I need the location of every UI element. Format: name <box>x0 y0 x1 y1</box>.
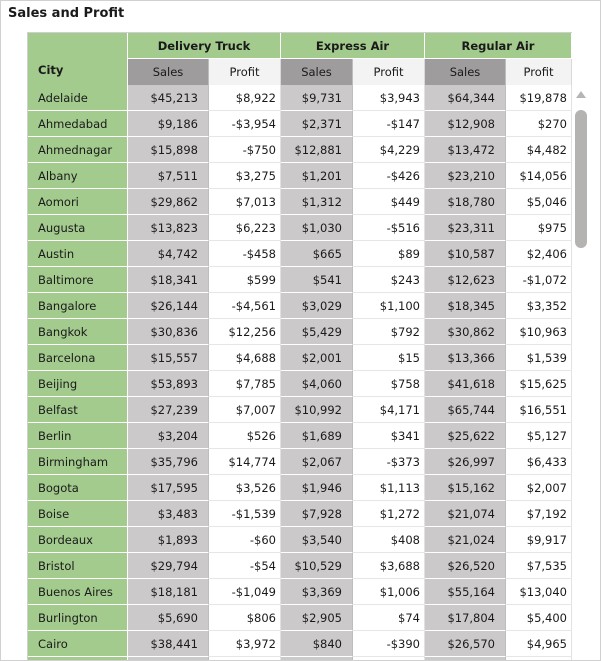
sales-express-air-cell[interactable]: $3,029 <box>281 293 353 319</box>
profit-delivery-truck-cell[interactable]: $599 <box>209 267 281 293</box>
profit-regular-air-cell[interactable]: $2,007 <box>506 475 572 501</box>
city-cell[interactable]: Bordeaux <box>28 527 128 553</box>
sales-express-air-cell[interactable]: $1,030 <box>281 215 353 241</box>
sales-regular-air-cell[interactable]: $25,622 <box>425 423 506 449</box>
city-cell[interactable]: Aomori <box>28 189 128 215</box>
profit-regular-air-cell[interactable] <box>506 657 572 661</box>
table-row <box>28 267 572 293</box>
profit-express-air-cell[interactable]: $4,229 <box>353 137 425 163</box>
profit-regular-air-cell[interactable]: $19,878 <box>506 85 572 111</box>
pivot-table <box>27 32 572 661</box>
profit-regular-air-cell[interactable]: $3,352 <box>506 293 572 319</box>
table-row <box>28 605 572 631</box>
profit-express-air-cell[interactable]: -$390 <box>353 631 425 657</box>
city-cell[interactable]: Ahmednagar <box>28 137 128 163</box>
group-header-regular-air[interactable]: Regular Air <box>425 33 572 59</box>
sales-regular-air-cell[interactable]: $15,162 <box>425 475 506 501</box>
city-cell[interactable]: Bangalore <box>28 293 128 319</box>
city-cell[interactable]: Bogota <box>28 475 128 501</box>
sales-regular-air-cell[interactable]: $10,587 <box>425 241 506 267</box>
profit-delivery-truck-cell[interactable]: $3,526 <box>209 475 281 501</box>
sales-express-air-cell[interactable]: $4,060 <box>281 371 353 397</box>
profit-regular-air-cell[interactable]: $14,056 <box>506 163 572 189</box>
city-cell[interactable]: Burlington <box>28 605 128 631</box>
triangle-up-icon[interactable] <box>576 91 586 98</box>
sales-regular-air-cell[interactable]: $26,997 <box>425 449 506 475</box>
table-row <box>28 475 572 501</box>
city-cell[interactable]: Beijing <box>28 371 128 397</box>
profit-regular-air-cell[interactable]: $270 <box>506 111 572 137</box>
group-header-express-air[interactable]: Express Air <box>281 33 425 59</box>
table-row <box>28 631 572 657</box>
sales-express-air-cell[interactable]: $840 <box>281 631 353 657</box>
profit-regular-air-cell[interactable]: $15,625 <box>506 371 572 397</box>
city-cell[interactable]: Baltimore <box>28 267 128 293</box>
city-cell[interactable]: Berlin <box>28 423 128 449</box>
sales-express-air-cell[interactable]: $3,540 <box>281 527 353 553</box>
sales-express-air-cell[interactable]: $2,067 <box>281 449 353 475</box>
profit-delivery-truck-cell[interactable]: -$1,539 <box>209 501 281 527</box>
group-header-delivery-truck[interactable]: Delivery Truck <box>128 33 281 59</box>
table-row <box>28 423 572 449</box>
profit-delivery-truck-cell[interactable]: $7,013 <box>209 189 281 215</box>
sales-regular-air-cell[interactable]: $41,618 <box>425 371 506 397</box>
city-cell[interactable]: Boise <box>28 501 128 527</box>
sales-express-air-cell[interactable]: $7,928 <box>281 501 353 527</box>
sales-regular-air-cell[interactable]: $21,024 <box>425 527 506 553</box>
profit-delivery-truck-cell[interactable]: $8,922 <box>209 85 281 111</box>
profit-regular-air-cell[interactable]: $5,400 <box>506 605 572 631</box>
table-row <box>28 163 572 189</box>
sales-express-air-cell[interactable]: $541 <box>281 267 353 293</box>
sales-express-air-cell[interactable]: $1,312 <box>281 189 353 215</box>
sales-express-air-cell[interactable]: $3,369 <box>281 579 353 605</box>
sales-delivery-truck-cell[interactable]: $4,742 <box>128 241 209 267</box>
profit-regular-air-cell[interactable]: $9,917 <box>506 527 572 553</box>
city-cell[interactable]: Adelaide <box>28 85 128 111</box>
profit-header-express-air[interactable]: Profit <box>353 59 425 85</box>
profit-regular-air-cell[interactable]: $7,535 <box>506 553 572 579</box>
profit-regular-air-cell[interactable]: $16,551 <box>506 397 572 423</box>
profit-delivery-truck-cell[interactable]: $3,275 <box>209 163 281 189</box>
profit-regular-air-cell[interactable]: $6,433 <box>506 449 572 475</box>
profit-delivery-truck-cell[interactable]: -$54 <box>209 553 281 579</box>
measure-header-row <box>28 59 572 85</box>
sales-regular-air-cell[interactable]: $18,780 <box>425 189 506 215</box>
sales-delivery-truck-cell[interactable]: $30,836 <box>128 319 209 345</box>
profit-delivery-truck-cell[interactable]: $14,774 <box>209 449 281 475</box>
sales-express-air-cell[interactable]: $12,881 <box>281 137 353 163</box>
profit-delivery-truck-cell[interactable]: $526 <box>209 423 281 449</box>
profit-delivery-truck-cell[interactable]: -$60 <box>209 527 281 553</box>
sales-header-regular-air[interactable]: Sales <box>425 59 506 85</box>
sales-regular-air-cell[interactable]: $23,311 <box>425 215 506 241</box>
city-cell[interactable]: Cairo <box>28 631 128 657</box>
profit-express-air-cell[interactable]: $3,943 <box>353 85 425 111</box>
vertical-scrollbar[interactable] <box>573 88 589 661</box>
table-row <box>28 137 572 163</box>
sales-delivery-truck-cell[interactable]: $45,213 <box>128 85 209 111</box>
city-cell[interactable]: Buenos Aires <box>28 579 128 605</box>
sales-delivery-truck-cell[interactable]: $3,204 <box>128 423 209 449</box>
table-row <box>28 371 572 397</box>
sales-header-express-air[interactable]: Sales <box>281 59 353 85</box>
table-row <box>28 189 572 215</box>
profit-regular-air-cell[interactable]: $975 <box>506 215 572 241</box>
table-row <box>28 319 572 345</box>
profit-regular-air-cell[interactable]: $1,539 <box>506 345 572 371</box>
report-title: Sales and Profit <box>8 6 125 21</box>
city-cell[interactable]: Albany <box>28 163 128 189</box>
profit-delivery-truck-cell[interactable]: $6,223 <box>209 215 281 241</box>
profit-express-air-cell[interactable]: $792 <box>353 319 425 345</box>
table-row <box>28 501 572 527</box>
city-column-header[interactable]: City <box>28 55 128 85</box>
table-row <box>28 215 572 241</box>
table-row <box>28 345 572 371</box>
profit-express-air-cell[interactable]: -$373 <box>353 449 425 475</box>
sales-delivery-truck-cell[interactable]: $26,144 <box>128 293 209 319</box>
sales-express-air-cell[interactable]: $5,429 <box>281 319 353 345</box>
sales-regular-air-cell[interactable]: $12,908 <box>425 111 506 137</box>
profit-express-air-cell[interactable]: $89 <box>353 241 425 267</box>
city-cell[interactable]: Bangkok <box>28 319 128 345</box>
table-row <box>28 449 572 475</box>
sales-delivery-truck-cell[interactable]: $9,186 <box>128 111 209 137</box>
sales-express-air-cell[interactable]: $2,905 <box>281 605 353 631</box>
sales-express-air-cell[interactable]: $1,201 <box>281 163 353 189</box>
profit-express-air-cell[interactable]: $243 <box>353 267 425 293</box>
profit-express-air-cell[interactable]: -$426 <box>353 163 425 189</box>
sales-delivery-truck-cell[interactable]: $18,181 <box>128 579 209 605</box>
profit-regular-air-cell[interactable]: $13,040 <box>506 579 572 605</box>
profit-regular-air-cell[interactable]: $4,482 <box>506 137 572 163</box>
profit-express-air-cell[interactable] <box>353 657 425 661</box>
table-row <box>28 553 572 579</box>
sales-delivery-truck-cell[interactable]: $15,898 <box>128 137 209 163</box>
city-cell[interactable]: Ahmedabad <box>28 111 128 137</box>
scrollbar-thumb[interactable] <box>575 110 587 248</box>
profit-regular-air-cell[interactable]: $2,406 <box>506 241 572 267</box>
sales-express-air-cell[interactable]: $1,689 <box>281 423 353 449</box>
sales-express-air-cell[interactable]: $10,529 <box>281 553 353 579</box>
sales-delivery-truck-cell[interactable]: $53,893 <box>128 371 209 397</box>
sales-regular-air-cell[interactable]: $12,623 <box>425 267 506 293</box>
profit-express-air-cell[interactable]: -$147 <box>353 111 425 137</box>
sales-express-air-cell[interactable]: $665 <box>281 241 353 267</box>
sales-delivery-truck-cell[interactable]: $15,557 <box>128 345 209 371</box>
table-row <box>28 111 572 137</box>
profit-delivery-truck-cell[interactable] <box>209 657 281 661</box>
profit-regular-air-cell[interactable]: $4,965 <box>506 631 572 657</box>
profit-express-air-cell[interactable]: $1,272 <box>353 501 425 527</box>
sales-regular-air-cell[interactable]: $64,344 <box>425 85 506 111</box>
profit-delivery-truck-cell[interactable]: -$4,561 <box>209 293 281 319</box>
sales-delivery-truck-cell[interactable]: $38,441 <box>128 631 209 657</box>
profit-delivery-truck-cell[interactable]: -$458 <box>209 241 281 267</box>
profit-express-air-cell[interactable]: $74 <box>353 605 425 631</box>
sales-delivery-truck-cell[interactable]: $3,483 <box>128 501 209 527</box>
sales-express-air-cell[interactable] <box>281 657 353 661</box>
table-row <box>28 527 572 553</box>
profit-express-air-cell[interactable]: $1,100 <box>353 293 425 319</box>
profit-regular-air-cell[interactable]: $5,046 <box>506 189 572 215</box>
profit-delivery-truck-cell[interactable]: -$1,049 <box>209 579 281 605</box>
profit-regular-air-cell[interactable]: $5,127 <box>506 423 572 449</box>
sales-delivery-truck-cell[interactable]: $29,862 <box>128 189 209 215</box>
profit-delivery-truck-cell[interactable]: $7,785 <box>209 371 281 397</box>
sales-delivery-truck-cell[interactable]: $35,796 <box>128 449 209 475</box>
profit-header-regular-air[interactable]: Profit <box>506 59 572 85</box>
sales-express-air-cell[interactable]: $2,371 <box>281 111 353 137</box>
sales-regular-air-cell[interactable]: $55,164 <box>425 579 506 605</box>
profit-delivery-truck-cell[interactable]: -$3,954 <box>209 111 281 137</box>
sales-delivery-truck-cell[interactable]: $17,595 <box>128 475 209 501</box>
profit-express-air-cell[interactable]: $449 <box>353 189 425 215</box>
profit-regular-air-cell[interactable]: -$1,072 <box>506 267 572 293</box>
profit-header-delivery-truck[interactable]: Profit <box>209 59 281 85</box>
table-row <box>28 397 572 423</box>
profit-delivery-truck-cell[interactable]: $806 <box>209 605 281 631</box>
sales-regular-air-cell[interactable]: $26,570 <box>425 631 506 657</box>
table-row <box>28 293 572 319</box>
profit-regular-air-cell[interactable]: $7,192 <box>506 501 572 527</box>
sales-delivery-truck-cell[interactable]: $1,893 <box>128 527 209 553</box>
profit-delivery-truck-cell[interactable]: $12,256 <box>209 319 281 345</box>
profit-express-air-cell[interactable]: -$516 <box>353 215 425 241</box>
profit-delivery-truck-cell[interactable]: $4,688 <box>209 345 281 371</box>
profit-express-air-cell[interactable]: $4,171 <box>353 397 425 423</box>
profit-express-air-cell[interactable]: $15 <box>353 345 425 371</box>
sales-regular-air-cell[interactable]: $26,520 <box>425 553 506 579</box>
profit-delivery-truck-cell[interactable]: -$750 <box>209 137 281 163</box>
sales-regular-air-cell[interactable]: $13,366 <box>425 345 506 371</box>
sales-delivery-truck-cell[interactable]: $29,794 <box>128 553 209 579</box>
city-cell[interactable]: Bristol <box>28 553 128 579</box>
sales-delivery-truck-cell[interactable]: $18,341 <box>128 267 209 293</box>
table-row <box>28 579 572 605</box>
sales-express-air-cell[interactable]: $10,992 <box>281 397 353 423</box>
sales-regular-air-cell[interactable]: $23,210 <box>425 163 506 189</box>
sales-delivery-truck-cell[interactable] <box>128 657 209 661</box>
sales-express-air-cell[interactable]: $9,731 <box>281 85 353 111</box>
city-cell[interactable]: Belfast <box>28 397 128 423</box>
profit-express-air-cell[interactable]: $341 <box>353 423 425 449</box>
profit-delivery-truck-cell[interactable]: $3,972 <box>209 631 281 657</box>
profit-express-air-cell[interactable]: $1,006 <box>353 579 425 605</box>
sales-express-air-cell[interactable]: $1,946 <box>281 475 353 501</box>
sales-header-delivery-truck[interactable]: Sales <box>128 59 209 85</box>
sales-delivery-truck-cell[interactable]: $5,690 <box>128 605 209 631</box>
sales-regular-air-cell[interactable]: $17,804 <box>425 605 506 631</box>
profit-express-air-cell[interactable]: $758 <box>353 371 425 397</box>
profit-regular-air-cell[interactable]: $10,963 <box>506 319 572 345</box>
profit-express-air-cell[interactable]: $1,113 <box>353 475 425 501</box>
sales-regular-air-cell[interactable]: $21,074 <box>425 501 506 527</box>
profit-express-air-cell[interactable]: $408 <box>353 527 425 553</box>
sales-regular-air-cell[interactable]: $65,744 <box>425 397 506 423</box>
profit-delivery-truck-cell[interactable]: $7,007 <box>209 397 281 423</box>
city-cell[interactable]: Austin <box>28 241 128 267</box>
sales-delivery-truck-cell[interactable]: $27,239 <box>128 397 209 423</box>
sales-delivery-truck-cell[interactable]: $7,511 <box>128 163 209 189</box>
sales-express-air-cell[interactable]: $2,001 <box>281 345 353 371</box>
sales-regular-air-cell[interactable] <box>425 657 506 661</box>
city-cell[interactable] <box>28 657 128 661</box>
table-row <box>28 85 572 111</box>
sales-regular-air-cell[interactable]: $30,862 <box>425 319 506 345</box>
table-row <box>28 241 572 267</box>
city-cell[interactable]: Augusta <box>28 215 128 241</box>
table-row <box>28 657 572 661</box>
sales-regular-air-cell[interactable]: $13,472 <box>425 137 506 163</box>
city-cell[interactable]: Birmingham <box>28 449 128 475</box>
city-cell[interactable]: Barcelona <box>28 345 128 371</box>
profit-express-air-cell[interactable]: $3,688 <box>353 553 425 579</box>
table-body <box>28 85 572 661</box>
sales-delivery-truck-cell[interactable]: $13,823 <box>128 215 209 241</box>
sales-regular-air-cell[interactable]: $18,345 <box>425 293 506 319</box>
